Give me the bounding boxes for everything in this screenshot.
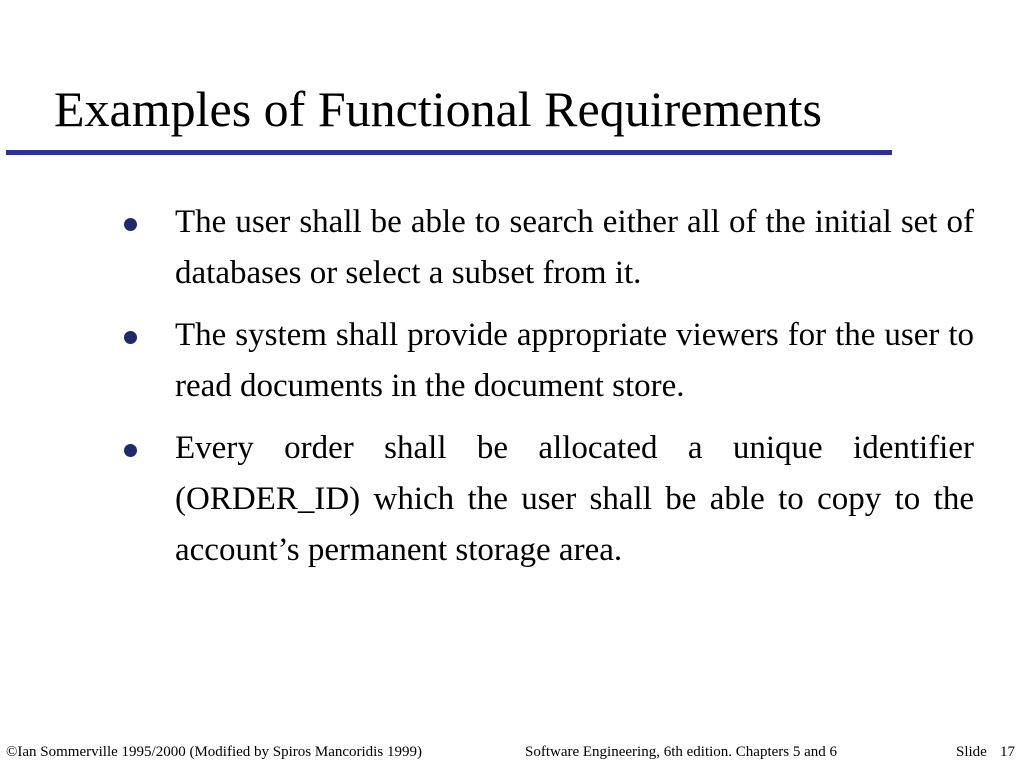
slide-title: Examples of Functional Requirements — [54, 81, 822, 137]
footer-copyright: ©Ian Sommerville 1995/2000 (Modified by Spiros Mancoridis 1999) — [6, 744, 422, 760]
bullet-item — [124, 423, 974, 576]
bullet-text: The system shall provide appropriate viewers for the user to read documents in the document store. — [175, 317, 974, 404]
footer-slide-label: Slide — [956, 744, 987, 760]
footer-slide-number: 17 — [1000, 744, 1015, 760]
bullet-dot-icon — [124, 331, 137, 344]
bullet-text: The user shall be able to search either all of the initial set of databases or select a subset from it. — [175, 204, 974, 291]
bullet-text: Every order shall be allocated a unique identifier (ORDER_ID) which the user shall be able to copy to the account’s permanent storage area. — [175, 430, 974, 568]
bullet-dot-icon — [124, 218, 137, 231]
title-underline — [6, 150, 892, 155]
bullet-list — [124, 197, 974, 587]
bullet-dot-icon — [124, 444, 137, 457]
footer-book-title: Software Engineering, 6th edition. Chapters 5 and 6 — [525, 744, 838, 760]
bullet-item — [124, 197, 974, 299]
bullet-item — [124, 310, 974, 412]
slide-footer — [0, 740, 1024, 764]
